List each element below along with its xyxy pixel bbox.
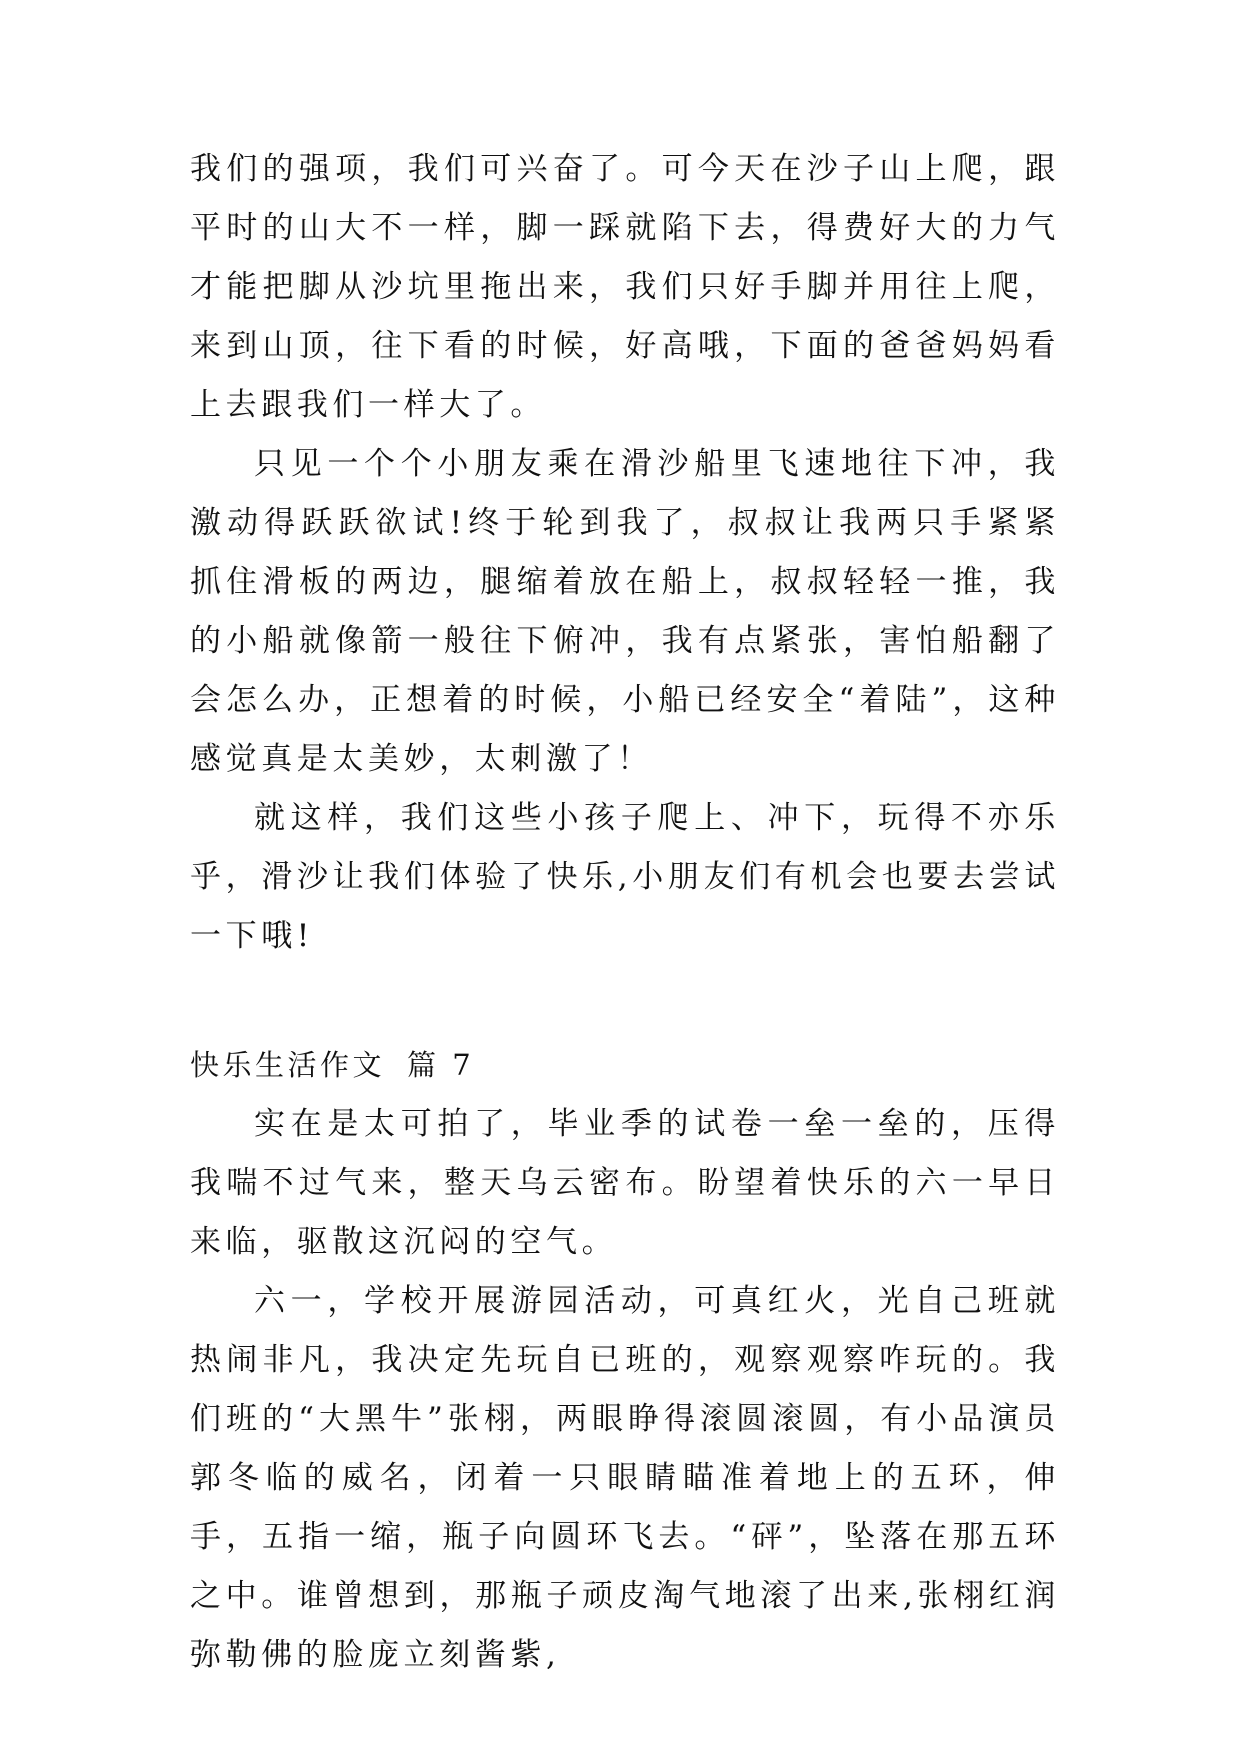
paragraph-exam-pressure: 实在是太可拍了，毕业季的试卷一垒一垒的，压得我喘不过气来，整天乌云密布。盼望着快乐的六一早日来临，驱散这沉闷的空气。	[190, 1106, 1060, 1260]
section-title: 快乐生活作文	[190, 1048, 386, 1082]
paragraph-conclusion: 就这样，我们这些小孩子爬上、冲下，玩得不亦乐乎，滑沙让我们体验了快乐,小朋友们有机会也要去尝试一下哦!	[190, 800, 1060, 954]
section-number: 篇 7	[407, 1048, 475, 1082]
paragraph-continued: 我们的强项，我们可兴奋了。可今天在沙子山上爬，跟平时的山大不一样，脚一踩就陷下去，得费好大的力气才能把脚从沙坑里拖出来，我们只好手脚并用往上爬，来到山顶，往下看的时候，好高哦，下面的爸爸妈妈看上去跟我们一样大了。	[190, 151, 1060, 423]
document-page	[190, 140, 1060, 1685]
paragraph-childrens-day: 六一，学校开展游园活动，可真红火，光自己班就热闹非凡，我决定先玩自已班的，观察观察咋玩的。我们班的“大黑牛”张栩，两眼睁得滚圆滚圆，有小品演员郭冬临的威名，闭着一只眼睛瞄准着地上的五环，伸手，五指一缩，瓶子向圆环飞去。“砰”，坠落在那五环之中。谁曾想到，那瓶子顽皮淘气地滚了出来,张栩红润弥勒佛的脸庞立刻酱紫,	[190, 1283, 1060, 1673]
section-heading	[190, 1036, 1060, 1095]
paragraph-sand-boat: 只见一个个小朋友乘在滑沙船里飞速地往下冲，我激动得跃跃欲试!终于轮到我了，叔叔让我两只手紧紧抓住滑板的两边，腿缩着放在船上，叔叔轻轻一推，我的小船就像箭一般往下俯冲，我有点紧张，害怕船翻了会怎么办，正想着的时候，小船已经安全“着陆”，这种感觉真是太美妙，太刺激了！	[190, 446, 1060, 777]
